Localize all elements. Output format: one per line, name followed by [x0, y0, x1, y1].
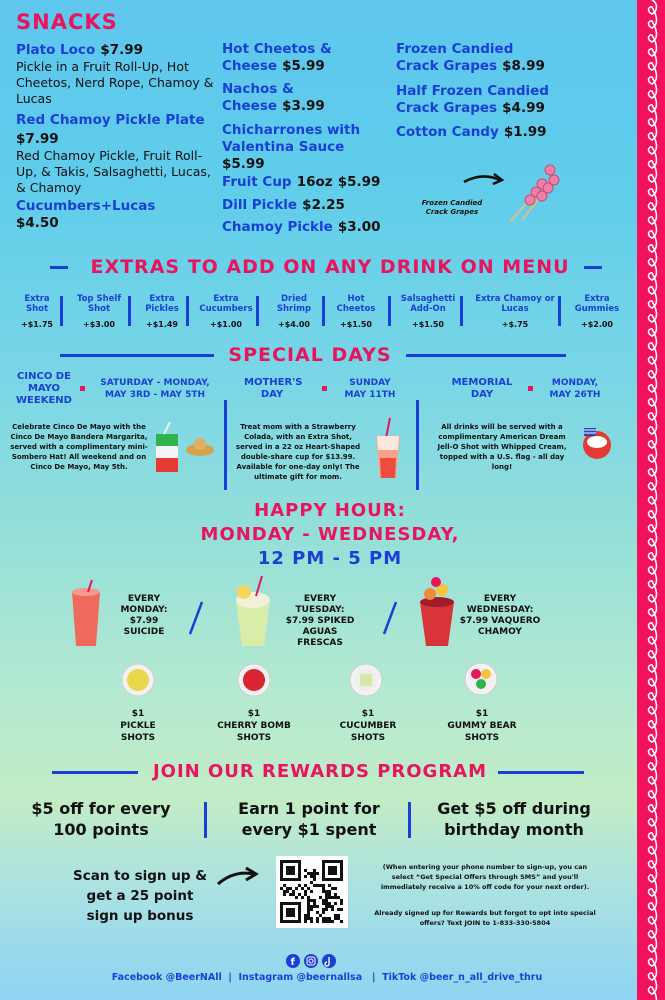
divider: [558, 296, 561, 326]
instagram-link[interactable]: Instagram @beernallsa: [238, 972, 363, 983]
divider: [204, 802, 207, 838]
extra-name: Extra Cucumbers: [199, 294, 253, 314]
snack-dill-pickle: [222, 196, 392, 213]
extra-name: Top Shelf Shot: [76, 294, 122, 314]
shot-price: $1: [131, 709, 145, 719]
item-name: Chicharrones with Valentina Sauce: [222, 122, 361, 155]
item-name: Hot Cheetos & Cheese: [222, 41, 332, 74]
special-name: MEMORIAL DAY: [451, 377, 513, 400]
item-price: $5.99: [222, 156, 265, 172]
separator: |: [225, 972, 236, 983]
divider: [406, 354, 566, 357]
special-desc: All drinks will be served with a complimentary American Dream Jell-O Shot with Whipped Cream, topped with a U.S. flag - all day long!: [437, 423, 567, 471]
item-price: $4.50: [16, 215, 59, 231]
special-date: SUNDAY MAY 11TH: [344, 378, 396, 400]
reward-earn: Earn 1 point for every $1 spent: [238, 799, 380, 839]
snack-chamoy-pickle: [222, 218, 392, 235]
extras-title: EXTRAS TO ADD ON ANY DRINK ON MENU: [90, 256, 570, 278]
item-name: Cucumbers+Lucas: [16, 198, 156, 214]
reward-points: $5 off for every 100 points: [31, 799, 171, 839]
rewards-title: JOIN OUR REWARDS PROGRAM: [152, 761, 488, 782]
snack-half-grapes: [396, 82, 566, 116]
shot-name: CUCUMBER SHOTS: [339, 721, 397, 743]
extra-price: +$1.50: [339, 320, 372, 329]
item-price: $3.99: [282, 98, 325, 114]
extra-price: +$1.49: [145, 320, 178, 329]
item-price: $2.25: [302, 197, 345, 213]
item-name: Red Chamoy Pickle Plate: [16, 112, 205, 128]
divider: [408, 802, 411, 838]
bullet: [80, 386, 85, 391]
item-price: $3.00: [337, 219, 381, 235]
qr-code[interactable]: [276, 856, 348, 928]
item-price: $7.99: [100, 42, 144, 58]
extra-name: Extra Shot: [24, 294, 50, 314]
extra-item: [332, 294, 380, 330]
suicide-drink-image: [66, 580, 106, 650]
happy-hour-title: HAPPY HOUR:: [254, 500, 406, 521]
divider: [460, 296, 463, 326]
hh-deal-wednesday: EVERY WEDNESDAY: $7.99 VAQUERO CHAMOY: [459, 594, 541, 637]
divider: [186, 296, 189, 326]
bullet: [322, 386, 327, 391]
extra-item: [566, 294, 628, 330]
optin-note: Already signed up for Rewards but forgot to opt into special offers? Text JOIN to 1-833-330-5804: [374, 909, 596, 927]
extra-name: Salsaghetti Add-On: [400, 294, 456, 314]
divider: [60, 354, 214, 357]
special-name: CINCO DE MAYO WEEKEND: [16, 371, 72, 406]
item-name: Cotton Candy: [396, 124, 499, 140]
item-size: 16oz: [296, 174, 333, 190]
snack-fruit-cup: [222, 173, 392, 190]
snack-plato-loco: [16, 40, 216, 107]
item-name: Chamoy Pickle: [222, 219, 333, 235]
extra-name: Extra Gummies: [574, 294, 620, 314]
snack-frozen-grapes: [396, 40, 556, 74]
extra-item: [140, 294, 184, 330]
divider: [498, 771, 584, 774]
divider: [52, 771, 138, 774]
extra-price: +$2.00: [580, 320, 613, 329]
extra-item: [268, 294, 320, 330]
shot-name: GUMMY BEAR SHOTS: [447, 721, 517, 743]
spiked-aguas-frescas-image: [228, 576, 278, 648]
special-date: MONDAY, MAY 26TH: [549, 378, 601, 400]
item-desc: Pickle in a Fruit Roll-Up, Hot Cheetos, Nerd Rope, Chamoy & Lucas: [16, 59, 214, 106]
facebook-link[interactable]: Facebook @BeerNAll: [111, 972, 222, 983]
snack-red-chamoy: [16, 110, 216, 196]
hh-deal-monday: EVERY MONDAY: $7.99 SUICIDE: [120, 594, 168, 637]
shot-price: $1: [475, 709, 489, 719]
divider: [60, 296, 63, 326]
svg-text:f: f: [290, 957, 295, 968]
grapes-skewer-illustration: [412, 150, 572, 230]
slash-divider: [380, 600, 400, 636]
item-price: $8.99: [502, 58, 545, 74]
extra-item: [196, 294, 256, 330]
item-name: Fruit Cup: [222, 174, 292, 190]
snack-nachos: [222, 80, 352, 114]
item-name: Plato Loco: [16, 42, 96, 58]
extra-name: Extra Pickles: [145, 294, 179, 314]
extra-price: +$.75: [501, 320, 529, 329]
special-date: SATURDAY - MONDAY, MAY 3RD - MAY 5TH: [100, 378, 210, 400]
signup-note: (When entering your phone number to sign-up, you can select “Get Special Offers through SMS” and you'll immediately receive a 10% off code for your next order).: [380, 863, 590, 891]
arrow-icon: [214, 862, 262, 892]
extra-item: [396, 294, 460, 330]
item-desc: Red Chamoy Pickle, Fruit Roll-Up, & Takis, Salsaghetti, Lucas, & Chamoy: [16, 148, 211, 195]
extra-price: +$1.75: [20, 320, 53, 329]
item-price: $7.99: [16, 131, 59, 147]
strawberry-colada-image: [368, 414, 408, 484]
special-desc: Treat mom with a Strawberry Colada, with an Extra Shot, served in a 22 oz Heart-Shaped double-share cup for $13.99. Available for one-day only! The ultimate gift for mom.: [235, 423, 361, 481]
divider: [50, 266, 68, 269]
social-icons: [286, 953, 338, 969]
item-name: Dill Pickle: [222, 197, 298, 213]
shot-name: PICKLE SHOTS: [120, 721, 156, 743]
item-price: $1.99: [503, 124, 547, 140]
reward-birthday: Get $5 off during birthday month: [437, 799, 591, 839]
shot-price: $1: [247, 709, 261, 719]
slash-divider: [186, 600, 206, 636]
decorative-border: [637, 0, 665, 1000]
scan-text: Scan to sign up & get a 25 point sign up bonus: [73, 868, 207, 924]
cucumber-shot-image: [348, 662, 384, 698]
snacks-title: SNACKS: [16, 10, 118, 34]
extra-item: [12, 294, 62, 330]
extra-price: +$4.00: [277, 320, 310, 329]
item-name: Nachos & Cheese: [222, 81, 294, 114]
tiktok-link[interactable]: TikTok @beer_n_all_drive_thru: [382, 972, 543, 983]
social-links: [92, 972, 562, 983]
divider: [416, 400, 419, 490]
divider: [584, 266, 602, 269]
shot-name: CHERRY BOMB SHOTS: [217, 721, 291, 743]
extra-item: [68, 294, 130, 330]
hh-deal-tuesday: EVERY TUESDAY: $7.99 SPIKED AGUAS FRESCAS: [285, 594, 355, 648]
happy-hour-days: MONDAY - WEDNESDAY,: [200, 524, 460, 545]
item-price: $4.99: [502, 100, 545, 116]
snack-cucumbers: [16, 198, 216, 232]
special-days-title: SPECIAL DAYS: [228, 344, 392, 366]
bandera-margarita-image: [150, 420, 216, 480]
gummy-bear-shot-image: [462, 660, 500, 698]
grapes-caption: Frozen Candied Crack Grapes: [421, 199, 483, 216]
divider: [128, 296, 131, 326]
divider: [256, 296, 259, 326]
extra-price: +$1.00: [209, 320, 242, 329]
pickle-shot-image: [120, 662, 156, 698]
bullet: [528, 386, 533, 391]
item-name: Half Frozen Candied Crack Grapes: [396, 83, 549, 116]
separator: |: [365, 972, 379, 983]
extra-name: Hot Cheetos: [336, 294, 376, 314]
special-name: MOTHER'S DAY: [244, 377, 303, 400]
extra-price: +$1.50: [411, 320, 444, 329]
item-name: Frozen Candied Crack Grapes: [396, 41, 514, 74]
divider: [322, 296, 325, 326]
squiggle-decoration: [646, 0, 658, 1000]
cherry-bomb-shot-image: [236, 662, 272, 698]
divider: [388, 296, 391, 326]
vaquero-chamoy-image: [412, 574, 462, 648]
special-desc: Celebrate Cinco De Mayo with the Cinco De Mayo Bandera Margarita, served with a complimentary mini-Sombero Hat! All weekend and on Cinco De Mayo, May 5th.: [10, 423, 148, 471]
snack-chicharrones: [222, 121, 392, 172]
extra-price: +$3.00: [82, 320, 115, 329]
extra-name: Extra Chamoy or Lucas: [475, 294, 555, 314]
american-dream-jello-shot-image: [578, 424, 616, 462]
snack-hot-cheetos: [222, 40, 382, 74]
extra-name: Dried Shrimp: [276, 294, 312, 314]
snack-cotton-candy: [396, 123, 566, 140]
shot-price: $1: [361, 709, 375, 719]
divider: [224, 400, 227, 490]
item-price: $5.99: [282, 58, 325, 74]
happy-hour-time: 12 PM - 5 PM: [257, 548, 403, 569]
extra-item: [474, 294, 556, 330]
item-price: $5.99: [337, 174, 381, 190]
